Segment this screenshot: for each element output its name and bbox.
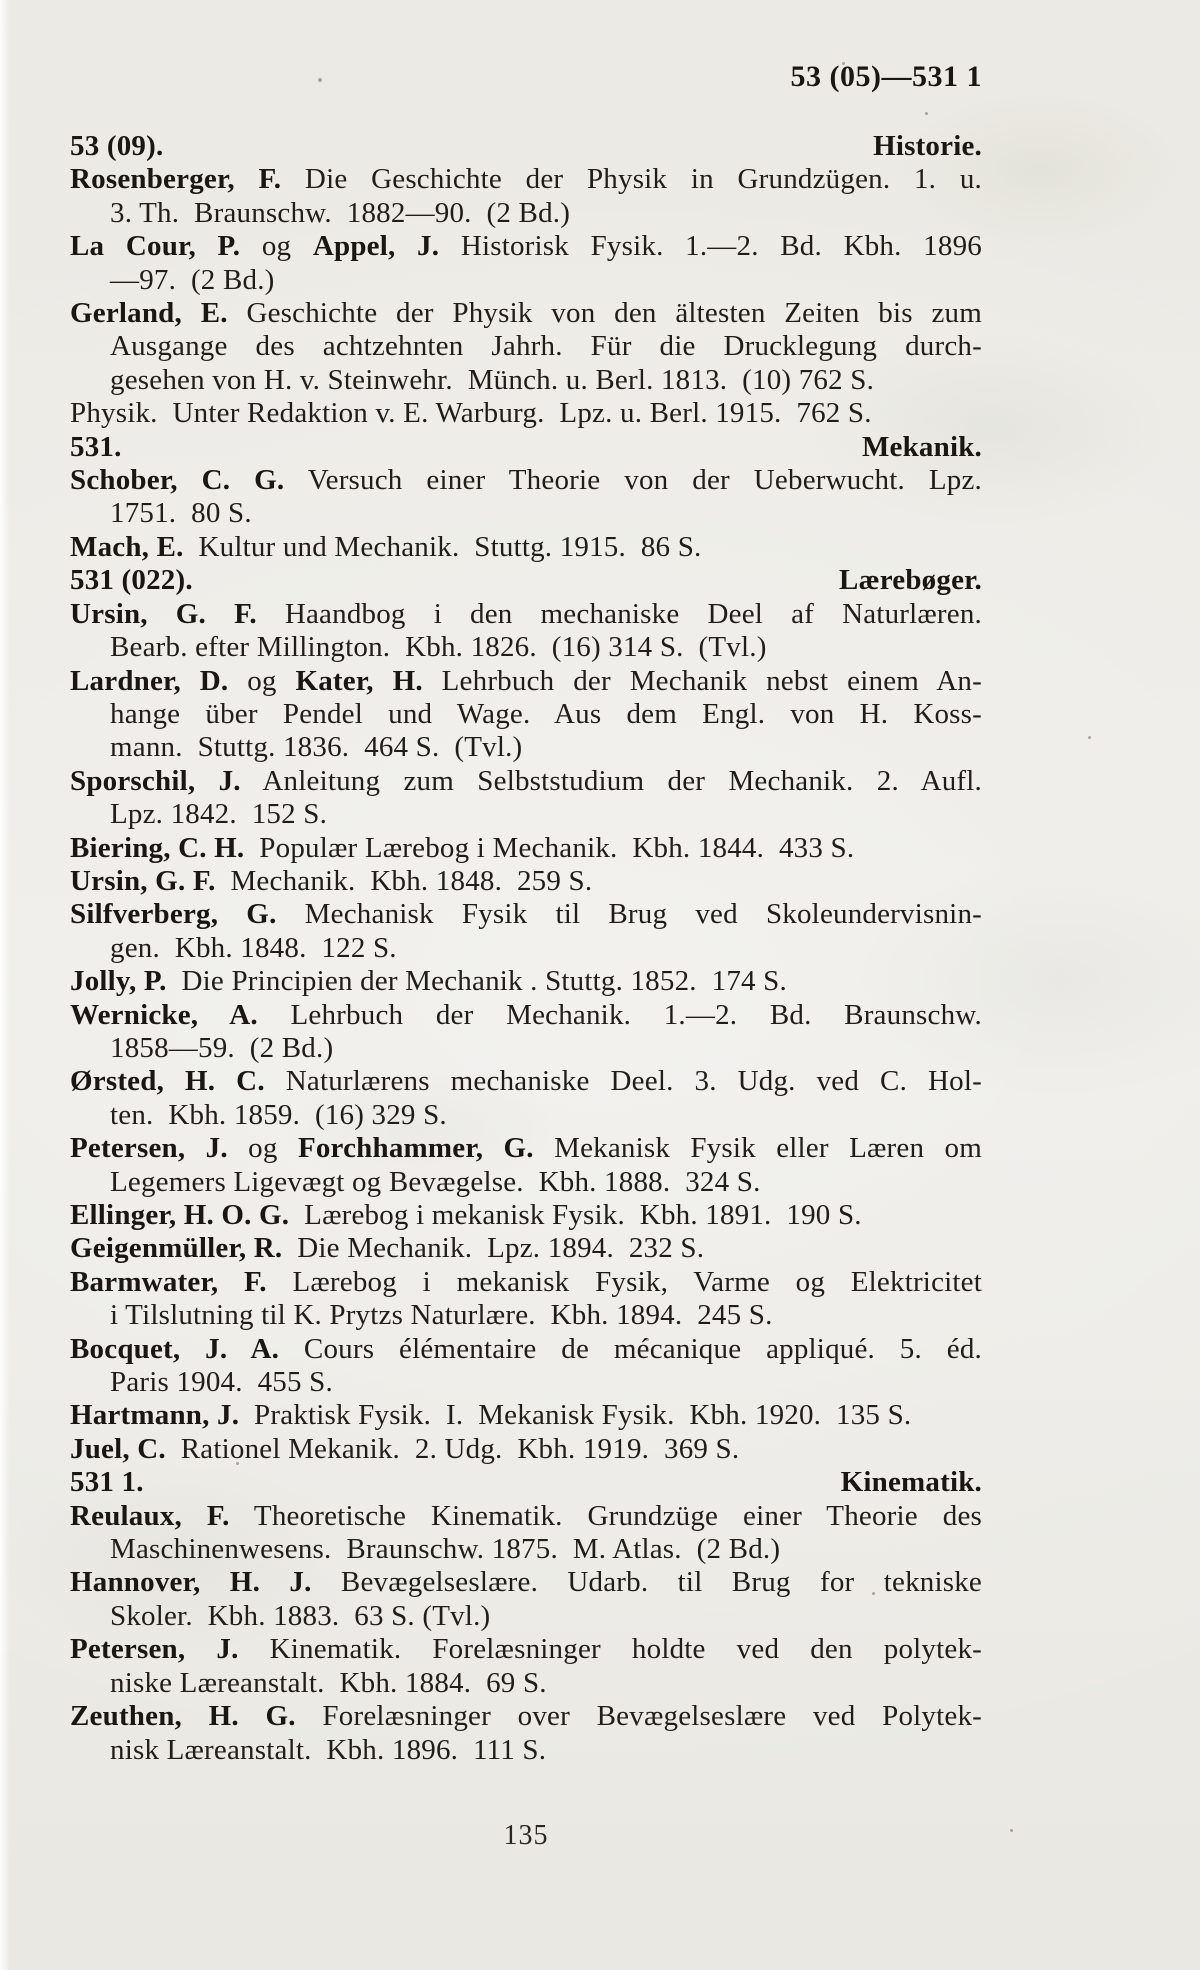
entry-text: ten. Kbh. 1859. (16) 329 S. (110, 1098, 447, 1131)
paper-speck (236, 1462, 239, 1465)
author-name: Biering, C. H. (70, 831, 245, 864)
author-name: Appel, J. (312, 230, 440, 263)
entry-text: nisk Læreanstalt. Kbh. 1896. 111 S. (110, 1733, 547, 1766)
entry-text: Die Mechanik. Lpz. 1894. 232 S. (282, 1232, 705, 1265)
entry-line (70, 397, 982, 430)
paper-speck (318, 78, 322, 82)
entry-text: Bearb. efter Millington. Kbh. 1826. (16) 314 S. (Tvl.) (110, 631, 767, 664)
entry-line (70, 1166, 982, 1199)
author-name: Hartmann, J. (70, 1399, 240, 1432)
author-name: Barmwater, F. (70, 1265, 267, 1298)
entry-text: og (240, 230, 313, 263)
author-name: Mach, E. (70, 530, 184, 563)
entry-line (70, 464, 982, 497)
section-code: 531 (022). (70, 564, 193, 597)
entry-text: 3. Th. Braunschw. 1882—90. (2 Bd.) (110, 196, 571, 229)
entry-line (70, 1667, 982, 1700)
entry-text: Ausgange des achtzehnten Jahrh. Für die Drucklegung durch- (110, 330, 982, 363)
entry-text: hange über Pendel und Wage. Aus dem Engl. von H. Koss- (110, 697, 982, 730)
entry-text: Kinematik. Forelæsninger holdte ved den polytek- (238, 1633, 982, 1666)
entry-text: niske Læreanstalt. Kbh. 1884. 69 S. (110, 1666, 547, 1699)
entry-text: Mechanisk Fysik til Brug ved Skoleundervisnin- (276, 898, 982, 931)
entry-text: —97. (2 Bd.) (110, 263, 275, 296)
bibliography-entry (70, 1433, 982, 1466)
paper-speck (872, 1592, 875, 1595)
entry-text: Anleitung zum Selbststudium der Mechanik. 2. Aufl. (240, 764, 982, 797)
paper-speck (1088, 736, 1091, 739)
author-name: Rosenberger, F. (70, 163, 282, 196)
entry-text: gen. Kbh. 1848. 122 S. (110, 931, 397, 964)
entry-line (70, 264, 982, 297)
bibliography-entry (70, 464, 982, 531)
entry-line (70, 1232, 982, 1265)
entry-line (70, 932, 982, 965)
author-name: Geigenmüller, R. (70, 1232, 283, 1265)
entry-text: Physik. Unter Redaktion v. E. Warburg. Lpz. u. Berl. 1915. 762 S. (70, 397, 872, 430)
bibliography-entry (70, 163, 982, 230)
entry-line (70, 765, 982, 798)
bibliography-entry (70, 765, 982, 832)
entry-text: gesehen von H. v. Steinwehr. Münch. u. Berl. 1813. (10) 762 S. (110, 363, 875, 396)
author-name: Ursin, G. F. (70, 597, 257, 630)
entry-line (70, 1099, 982, 1132)
entry-line (70, 330, 982, 363)
entry-line (70, 1333, 982, 1366)
author-name: Jolly, P. (70, 965, 167, 998)
bibliography-entry (70, 965, 982, 998)
entry-line (70, 731, 982, 764)
entry-line (70, 364, 982, 397)
entry-line (70, 665, 982, 698)
author-name: Gerland, E. (70, 297, 228, 330)
bibliography-entry (70, 1700, 982, 1767)
paper-speck (842, 62, 845, 65)
page-header-code-range: 53 (05)—531 1 (790, 60, 982, 93)
bibliography-entry (70, 531, 982, 564)
entry-line (70, 531, 982, 564)
author-name: Juel, C. (70, 1432, 166, 1465)
section-header (70, 130, 982, 163)
author-name: Ellinger, H. O. G. (70, 1199, 290, 1231)
entry-text: Skoler. Kbh. 1883. 63 S. (Tvl.) (110, 1599, 491, 1632)
entry-text: Praktisk Fysik. I. Mekanisk Fysik. Kbh. 1920. 135 S. (239, 1399, 912, 1432)
bibliography-entry (70, 1399, 982, 1432)
entry-line (70, 898, 982, 931)
author-name: Bocquet, J. A. (70, 1332, 280, 1365)
author-name: Ursin, G. F. (70, 864, 216, 897)
section-header (70, 564, 982, 597)
author-name: Kater, H. (295, 664, 423, 697)
entry-text: og (227, 1132, 298, 1165)
entry-text: Cours élémentaire de mécanique appliqué. 5. éd. (279, 1332, 982, 1365)
bibliography-entry (70, 1633, 982, 1700)
author-name: Silfverberg, G. (70, 898, 277, 931)
bibliography-entry (70, 665, 982, 765)
entry-text: Legemers Ligevægt og Bevægelse. Kbh. 1888. 324 S. (110, 1165, 761, 1198)
entry-line (70, 1734, 982, 1767)
paper-speck (646, 1338, 649, 1341)
entry-text: Mechanik. Kbh. 1848. 259 S. (215, 864, 593, 897)
entry-text: Populær Lærebog i Mechanik. Kbh. 1844. 433 S. (244, 831, 855, 864)
section-code: 531 1. (70, 1466, 144, 1499)
entry-line (70, 230, 982, 263)
entry-text: 1858—59. (2 Bd.) (110, 1031, 334, 1064)
entry-text: mann. Stuttg. 1836. 464 S. (Tvl.) (110, 731, 523, 764)
entry-text: Lehrbuch der Mechanik nebst einem An- (422, 664, 982, 697)
entry-line (70, 163, 982, 196)
author-name: Wernicke, A. (70, 998, 258, 1031)
entry-text: Geschichte der Physik von den ältesten Zeiten bis zum (227, 297, 982, 330)
entry-line (70, 631, 982, 664)
entry-line (70, 1065, 982, 1098)
entry-line (70, 1633, 982, 1666)
paper-speck (1010, 1829, 1013, 1832)
entry-text: 1751. 80 S. (110, 497, 252, 530)
entry-text: Haandbog i den mechaniske Deel af Naturlæren. (256, 597, 983, 630)
bibliography-entry (70, 1132, 982, 1199)
author-name: Petersen, J. (70, 1633, 239, 1666)
entry-text: Mekanisk Fysik eller Læren om (533, 1132, 982, 1165)
entry-line (70, 1600, 982, 1633)
entry-line (70, 965, 982, 998)
entry-text: Bevægelseslære. Udarb. til Brug for tekniske (311, 1566, 983, 1599)
bibliography (70, 130, 982, 1767)
bibliography-entry (70, 1566, 982, 1633)
entry-text: Versuch einer Theorie von der Ueberwucht. Lpz. (284, 464, 982, 497)
entry-line (70, 497, 982, 530)
entry-line (70, 1266, 982, 1299)
entry-line (70, 1366, 982, 1399)
entry-text: Forelæsninger over Bevægelseslære ved Polytek- (295, 1700, 982, 1733)
bibliography-entry (70, 397, 982, 430)
bibliography-entry (70, 297, 982, 397)
bibliography-entry (70, 1333, 982, 1400)
bibliography-entry (70, 898, 982, 965)
entry-line (70, 297, 982, 330)
section-code: 53 (09). (70, 130, 164, 162)
entry-line (70, 197, 982, 230)
entry-line (70, 999, 982, 1032)
entry-line (70, 1199, 982, 1232)
author-name: Schober, C. G. (70, 464, 285, 497)
entry-text: Lehrbuch der Mechanik. 1.—2. Bd. Braunschw. (257, 998, 982, 1031)
section-header (70, 1466, 982, 1499)
entry-line (70, 865, 982, 898)
entry-line (70, 1433, 982, 1466)
section-heading: Lærebøger. (839, 564, 982, 597)
bibliography-entry (70, 1500, 982, 1567)
author-name: Ørsted, H. C. (70, 1065, 265, 1098)
author-name: Sporschil, J. (70, 764, 241, 797)
entry-text: Maschinenwesens. Braunschw. 1875. M. Atlas. (2 Bd.) (110, 1533, 781, 1566)
section-code: 531. (70, 430, 122, 463)
author-name: Forchhammer, G. (297, 1132, 534, 1165)
entry-text: Lærebog i mekanisk Fysik. Kbh. 1891. 190 S. (289, 1199, 862, 1231)
entry-line (70, 1032, 982, 1065)
author-name: Reulaux, F. (70, 1499, 230, 1532)
entry-text: Die Geschichte der Physik in Grundzügen. 1. u. (281, 163, 982, 196)
author-name: Zeuthen, H. G. (70, 1700, 296, 1733)
entry-text: Historisk Fysik. 1.—2. Bd. Kbh. 1896 (439, 230, 982, 263)
bibliography-entry (70, 865, 982, 898)
entry-text: Paris 1904. 455 S. (110, 1366, 333, 1399)
bibliography-entry (70, 1232, 982, 1265)
section-header (70, 431, 982, 464)
entry-text: Lpz. 1842. 152 S. (110, 798, 328, 831)
section-heading: Kinematik. (840, 1466, 982, 1499)
section-heading: Historie. (873, 130, 982, 162)
bibliography-entry (70, 999, 982, 1066)
bibliography-entry (70, 1199, 982, 1232)
bibliography-entry (70, 1266, 982, 1333)
paper-speck (925, 112, 928, 115)
entry-text: Die Principien der Mechanik . Stuttg. 1852. 174 S. (166, 965, 787, 998)
entry-line (70, 1700, 982, 1733)
entry-text: Lærebog i mekanisk Fysik, Varme og Elektricitet (266, 1265, 982, 1298)
author-name: La Cour, P. (70, 230, 241, 263)
page-number: 135 (503, 1820, 549, 1851)
entry-line (70, 598, 982, 631)
author-name: Lardner, D. (70, 664, 229, 697)
entry-line (70, 1132, 982, 1165)
entry-line (70, 1566, 982, 1599)
bibliography-entry (70, 230, 982, 297)
bibliography-entry (70, 832, 982, 865)
entry-line (70, 1299, 982, 1332)
author-name: Hannover, H. J. (70, 1566, 312, 1599)
section-heading: Mekanik. (861, 430, 982, 463)
entry-line (70, 698, 982, 731)
entry-text: Kultur und Mechanik. Stuttg. 1915. 86 S. (183, 530, 702, 563)
entry-text: i Tilslutning til K. Prytzs Naturlære. Kbh. 1894. 245 S. (110, 1299, 773, 1332)
entry-text: Theoretische Kinematik. Grundzüge einer Theorie des (229, 1499, 982, 1532)
entry-line (70, 1533, 982, 1566)
entry-line (70, 1500, 982, 1533)
entry-line (70, 798, 982, 831)
author-name: Petersen, J. (70, 1132, 228, 1165)
entry-text: Naturlærens mechaniske Deel. 3. Udg. ved C. Hol- (264, 1065, 982, 1098)
entry-text: og (228, 664, 296, 697)
entry-line (70, 832, 982, 865)
bibliography-entry (70, 598, 982, 665)
entry-line (70, 1399, 982, 1432)
entry-text: Rationel Mekanik. 2. Udg. Kbh. 1919. 369 S. (165, 1432, 740, 1465)
bibliography-entry (70, 1065, 982, 1132)
